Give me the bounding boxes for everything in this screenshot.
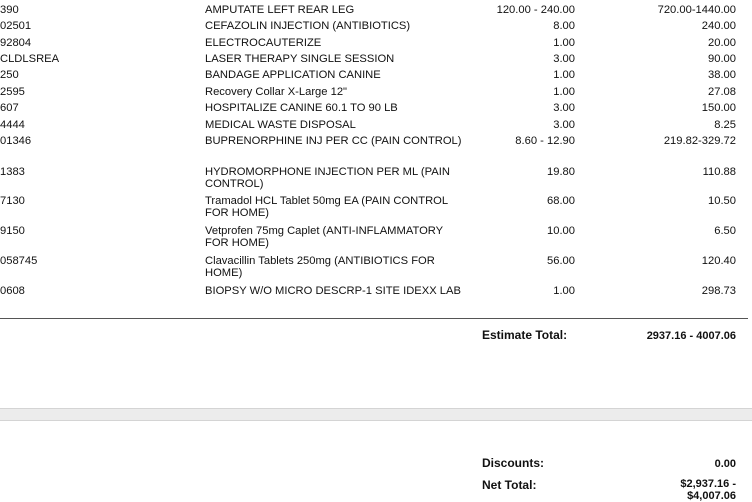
- net-total-value-line1: $2,937.16 -: [680, 478, 736, 490]
- item-description: MEDICAL WASTE DISPOSAL: [205, 119, 356, 131]
- item-description: Recovery Collar X-Large 12": [205, 86, 348, 98]
- item-amount: 720.00-1440.00: [657, 4, 736, 16]
- item-code: 2595: [0, 86, 25, 98]
- item-quantity: 10.00: [547, 225, 575, 237]
- item-description: AMPUTATE LEFT REAR LEG: [205, 4, 355, 16]
- item-amount: 219.82-329.72: [663, 135, 736, 147]
- item-description: Tramadol HCL Tablet 50mg EA (PAIN CONTROL FOR HOME): [205, 195, 448, 219]
- item-amount: 240.00: [701, 20, 736, 32]
- item-amount: 27.08: [708, 86, 736, 98]
- item-quantity: 1.00: [553, 37, 575, 49]
- item-description: BANDAGE APPLICATION CANINE: [205, 69, 381, 81]
- item-amount: 150.00: [701, 102, 736, 114]
- item-code: 0608: [0, 285, 25, 297]
- item-description: BUPRENORPHINE INJ PER CC (PAIN CONTROL): [205, 135, 462, 147]
- estimate-total-label: Estimate Total:: [482, 328, 568, 342]
- section-separator: [0, 408, 752, 421]
- net-total-value-line2: $4,007.06: [687, 490, 736, 502]
- discounts-label: Discounts:: [482, 456, 545, 470]
- item-code: 02501: [0, 20, 32, 32]
- table-divider: [0, 318, 748, 319]
- item-quantity: 56.00: [547, 255, 575, 267]
- item-amount: 10.50: [708, 195, 736, 207]
- item-quantity: 8.60 - 12.90: [515, 135, 575, 147]
- item-code: 250: [0, 69, 19, 81]
- item-amount: 20.00: [708, 37, 736, 49]
- item-description: LASER THERAPY SINGLE SESSION: [205, 53, 395, 65]
- item-code: 92804: [0, 37, 32, 49]
- item-quantity: 8.00: [553, 20, 575, 32]
- item-code: 9150: [0, 225, 25, 237]
- estimate-total-value: 2937.16 - 4007.06: [646, 330, 736, 342]
- item-amount: 110.88: [702, 166, 736, 178]
- item-quantity: 1.00: [553, 285, 575, 297]
- item-description: HOSPITALIZE CANINE 60.1 TO 90 LB: [205, 102, 398, 114]
- item-code: 058745: [0, 255, 38, 267]
- item-quantity: 68.00: [547, 195, 575, 207]
- item-description: HYDROMORPHONE INJECTION PER ML (PAIN CONTROL): [205, 166, 450, 190]
- item-code: 390: [0, 4, 19, 16]
- item-quantity: 3.00: [553, 119, 575, 131]
- item-quantity: 19.80: [547, 166, 575, 178]
- item-description: CEFAZOLIN INJECTION (ANTIBIOTICS): [205, 20, 411, 32]
- item-code: 607: [0, 102, 19, 114]
- item-amount: 90.00: [708, 53, 736, 65]
- item-amount: 6.50: [714, 225, 736, 237]
- item-amount: 298.73: [701, 285, 736, 297]
- item-description: BIOPSY W/O MICRO DESCRP-1 SITE IDEXX LAB: [205, 285, 461, 297]
- item-code: CLDLSREA: [0, 53, 60, 65]
- item-amount: 38.00: [708, 69, 736, 81]
- discounts-value: 0.00: [714, 458, 736, 470]
- item-code: 7130: [0, 195, 25, 207]
- item-code: 01346: [0, 135, 32, 147]
- item-quantity: 1.00: [553, 86, 575, 98]
- item-description: ELECTROCAUTERIZE: [205, 37, 322, 49]
- item-code: 1383: [0, 166, 25, 178]
- item-code: 4444: [0, 119, 25, 131]
- item-quantity: 3.00: [553, 102, 575, 114]
- item-description: Vetprofen 75mg Caplet (ANTI-INFLAMMATORY FOR HOME): [205, 225, 443, 249]
- item-quantity: 120.00 - 240.00: [496, 4, 575, 16]
- net-total-label: Net Total:: [482, 478, 537, 492]
- item-amount: 120.40: [701, 255, 736, 267]
- item-quantity: 3.00: [553, 53, 575, 65]
- item-description: Clavacillin Tablets 250mg (ANTIBIOTICS FOR HOME): [205, 255, 435, 279]
- item-quantity: 1.00: [553, 69, 575, 81]
- item-amount: 8.25: [714, 119, 736, 131]
